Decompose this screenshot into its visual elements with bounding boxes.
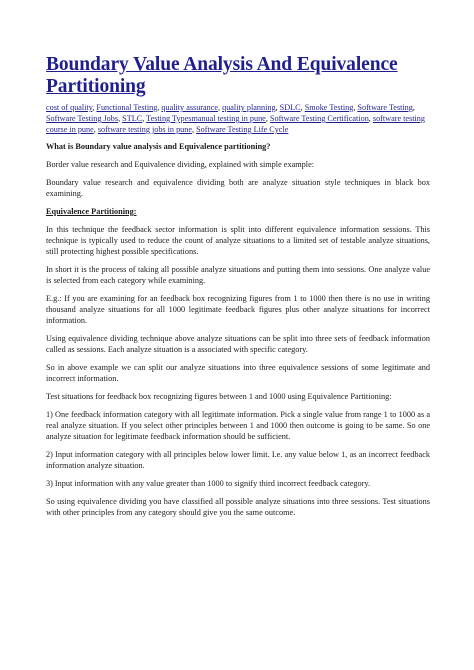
tag-link[interactable]: STLC <box>122 114 143 123</box>
question-heading: What is Boundary value analysis and Equivalence partitioning? <box>46 142 271 151</box>
tag-link[interactable]: Functional Testing <box>96 103 158 112</box>
body-paragraph: 3) Input information with any value greater than 1000 to signify third incorrect feedback category. <box>46 479 371 488</box>
tag-link[interactable]: Testing Typesmanual testing in pune <box>146 114 266 123</box>
tag-link[interactable]: SDLC <box>279 103 301 112</box>
body-paragraph: So in above example we can split our analyze situations into three equivalence sessions of some legitimate and incorrect information. <box>46 363 430 383</box>
tag-link[interactable]: Smoke Testing <box>304 103 354 112</box>
tag-link[interactable]: Software Testing Certification <box>269 114 369 123</box>
intro-paragraph: Border value research and Equivalence dividing, explained with simple example: <box>46 160 315 169</box>
tag-list: cost of quality, Functional Testing, quality assurance, quality planning, SDLC, Smoke Testing, Software Testing, Software Testing Jobs, STLC, Testing Typesmanual testing in pune, Software Testing Certification, software testing course in pune, software testing jobs in pune, Software Testing Life Cycle <box>46 103 425 134</box>
tag-link[interactable]: cost of quality <box>46 103 93 112</box>
title-line-2: Partitioning <box>46 76 146 97</box>
tag-link[interactable]: software testing course in pune <box>46 114 425 134</box>
tag-link[interactable]: quality assurance <box>161 103 219 112</box>
body-paragraph: In short it is the process of taking all possible analyze situations and putting them into sessions. One analyze value is selected from each category while examining. <box>46 265 430 285</box>
body-paragraph: 2) Input information category with all principles below lower limit. I.e. any value below 1, as an incorrect feedback information analyze situation. <box>46 450 430 470</box>
document-page <box>46 54 430 525</box>
body-paragraph: Using equivalence dividing technique above analyze situations can be split into three sets of feedback information called as sessions. Each analyze situation is a associated with specific category. <box>46 334 430 354</box>
tag-link[interactable]: Software Testing <box>357 103 413 112</box>
section-heading: Equivalence Partitioning: <box>46 207 137 216</box>
tag-link[interactable]: quality planning <box>222 103 276 112</box>
body-paragraph: So using equivalence dividing you have classified all possible analyze situations into three sessions. Test situations with other principles from any category should give you the same outcome. <box>46 497 430 517</box>
tag-link[interactable]: Software Testing Jobs <box>46 114 119 123</box>
body-paragraph: Test situations for feedback box recognizing figures between 1 and 1000 using Equivalence Partitioning: <box>46 392 392 401</box>
body-paragraph: Boundary value research and equivalence dividing both are analyze situation style techniques in black box examining. <box>46 178 430 198</box>
title-line-1: Boundary Value Analysis And Equivalence <box>46 54 398 75</box>
page-title <box>46 54 430 98</box>
body-paragraph: 1) One feedback information category with all legitimate information. Pick a single value from range 1 to 1000 as a real analyze situation. If you select other principles between 1 and 1000 then outcome is going to be same. So one analyze situation for legitimate feedback information should be sufficient. <box>46 410 430 441</box>
body-paragraph: In this technique the feedback sector information is split into different equivalence information sessions. This technique is typically used to reduce the count of analyze situations to a limited set of testable analyze situations, still protecting highest possible specifications. <box>46 225 430 256</box>
tag-link[interactable]: Software Testing Life Cycle <box>196 125 289 134</box>
body-paragraph: E.g.: If you are examining for an feedback box recognizing figures from 1 to 1000 then there is no use in writing thousand analyze situations for all 1000 legitimate feedback figures plus other analyze situations for incorrect information. <box>46 294 430 325</box>
tag-link[interactable]: software testing jobs in pune <box>97 125 192 134</box>
